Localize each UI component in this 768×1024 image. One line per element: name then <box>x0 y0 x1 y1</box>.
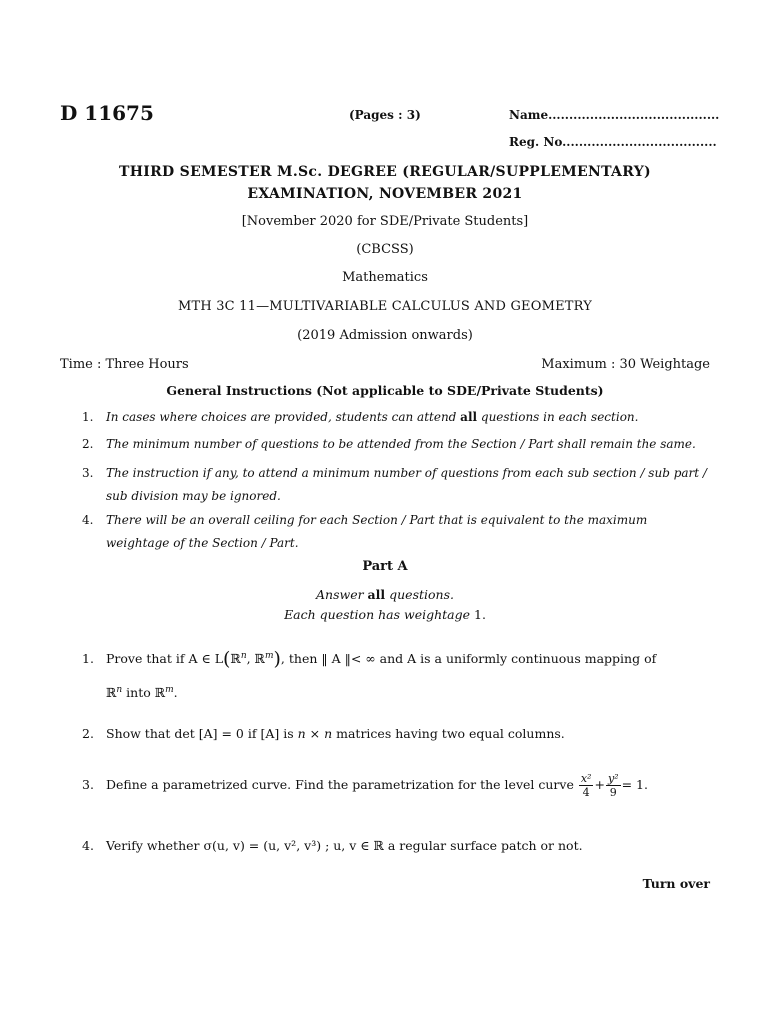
question-3: 3. Define a parametrized curve. Find the parametrization for the level curve $\frac{\text{x²}}{4}$ + $\frac{\text{y²}}{9}$ = 1. <box>82 772 648 799</box>
answer-all-note: Answer all questions. <box>316 587 454 602</box>
instruction-text: In cases where choices are provided, students can attend all questions in each section. <box>106 410 639 424</box>
question-4: 4. Verify whether σ(u, v) = (u, v², v³) ; u, v ∈ ℝ a regular surface patch or not. <box>82 838 583 853</box>
instruction-number: 1. <box>82 410 94 424</box>
maximum-weightage: Maximum : 30 Weightage <box>541 357 710 372</box>
reg-no-field: Reg. No..................................... <box>509 135 717 149</box>
subject: Mathematics <box>342 270 428 285</box>
question-1-continued: ℝ$^n$ into ℝ$^m$. <box>106 685 178 701</box>
course-title: MTH 3C 11—MULTIVARIABLE CALCULUS AND GEOMETRY <box>177 299 593 314</box>
instruction-text: The minimum number of questions to be attended from the Section / Part shall remain the same. <box>106 437 696 451</box>
question-2: 2. Show that det [A] = 0 if [A] is n × n matrices having two equal columns. <box>82 726 565 741</box>
exam-title-line2: EXAMINATION, NOVEMBER 2021 <box>247 186 523 202</box>
page-count: (Pages : 3) <box>349 108 421 122</box>
sde-note: [November 2020 for SDE/Private Students] <box>241 214 529 229</box>
question-number: 4. <box>82 838 94 853</box>
fraction-y2-over-9: $\frac{\text{y²}}{9}$ <box>607 772 619 799</box>
instruction-text: The instruction if any, to attend a minimum number of questions from each sub section / sub part / sub division may be ignored. <box>106 466 707 503</box>
general-instructions-heading: General Instructions (Not applicable to SDE/Private Students) <box>166 383 604 398</box>
question-number: 1. <box>82 651 94 666</box>
admission: (2019 Admission onwards) <box>297 328 473 343</box>
part-a-heading: Part A <box>362 559 408 574</box>
time-allowed: Time : Three Hours <box>60 357 189 372</box>
weightage-note: Each question has weightage 1. <box>284 607 486 622</box>
turn-over: Turn over <box>642 876 710 891</box>
exam-title-line1: THIRD SEMESTER M.Sc. DEGREE (REGULAR/SUPPLEMENTARY) <box>119 164 651 180</box>
instruction-number: 2. <box>82 437 94 451</box>
instruction-number: 3. <box>82 466 94 480</box>
question-1: 1. Prove that if A ∈ L(ℝ$^n$, ℝ$^m$), then ‖ A ‖< ∞ and A is a uniformly continuous mapping of <box>82 648 657 670</box>
fraction-x2-over-4: $\frac{\text{x²}}{4}$ <box>580 772 592 799</box>
instruction-number: 4. <box>82 513 94 527</box>
question-number: 3. <box>82 777 94 792</box>
instruction-text: There will be an overall ceiling for each Section / Part that is equivalent to the maximum weightage of the Section / Part. <box>106 513 648 550</box>
name-field: Name......................................... <box>509 108 720 122</box>
scheme: (CBCSS) <box>356 242 414 257</box>
paper-code: D 11675 <box>60 101 154 125</box>
question-number: 2. <box>82 726 94 741</box>
